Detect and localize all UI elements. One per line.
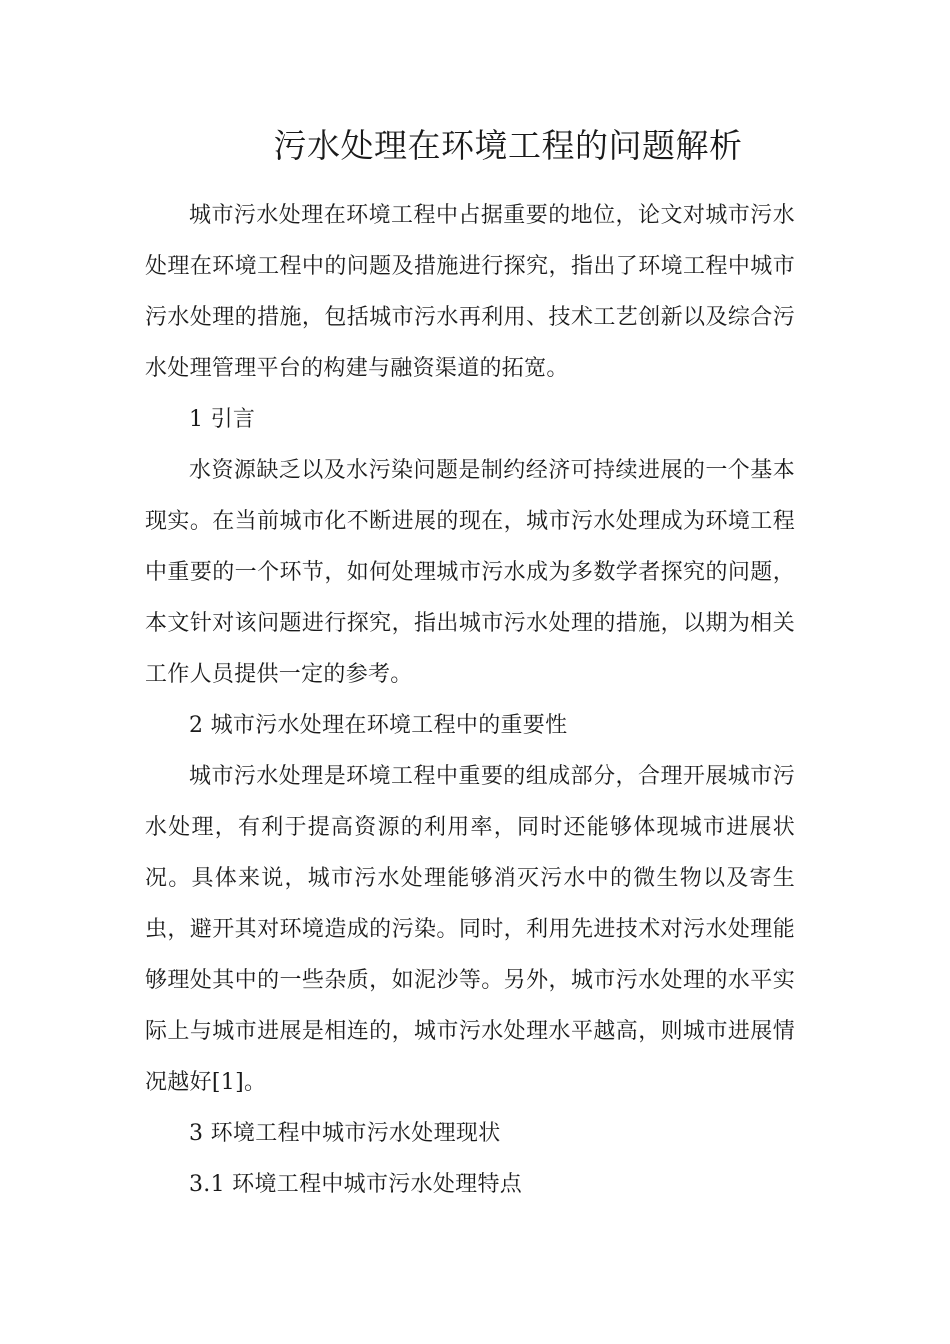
section-heading-status: 3 环境工程中城市污水处理现状 xyxy=(189,1121,501,1146)
subsection-heading-characteristics: 3.1 环境工程中城市污水处理特点 xyxy=(189,1172,523,1197)
importance-paragraph: 城市污水处理是环境工程中重要的组成部分，合理开展城市污水处理，有利于提高资源的利用率，同时还能够体现城市进展状况。具体来说，城市污水处理能够消灭污水中的微生物以及寄生虫，避开其对环境造成的污染。同时，利用先进技术对污水处理能够理处其中的一些杂质，如泥沙等。另外，城市污水处理的水平实际上与城市进展是相连的，城市污水处理水平越高，则城市进展情况越好[1]。 xyxy=(145,764,795,1095)
abstract-paragraph: 城市污水处理在环境工程中占据重要的地位，论文对城市污水处理在环境工程中的问题及措施进行探究，指出了环境工程中城市污水处理的措施，包括城市污水再利用、技术工艺创新以及综合污水处理管理平台的构建与融资渠道的拓宽。 xyxy=(145,203,795,381)
document-body xyxy=(145,190,795,1210)
section-heading-introduction: 1 引言 xyxy=(189,407,256,432)
section-heading-importance: 2 城市污水处理在环境工程中的重要性 xyxy=(189,713,568,738)
introduction-paragraph: 水资源缺乏以及水污染问题是制约经济可持续进展的一个基本现实。在当前城市化不断进展的现在，城市污水处理成为环境工程中重要的一个环节，如何处理城市污水成为多数学者探究的问题，本文针对该问题进行探究，指出城市污水处理的措施，以期为相关工作人员提供一定的参考。 xyxy=(145,458,795,687)
document-title: 污水处理在环境工程的问题解析 xyxy=(273,126,743,165)
